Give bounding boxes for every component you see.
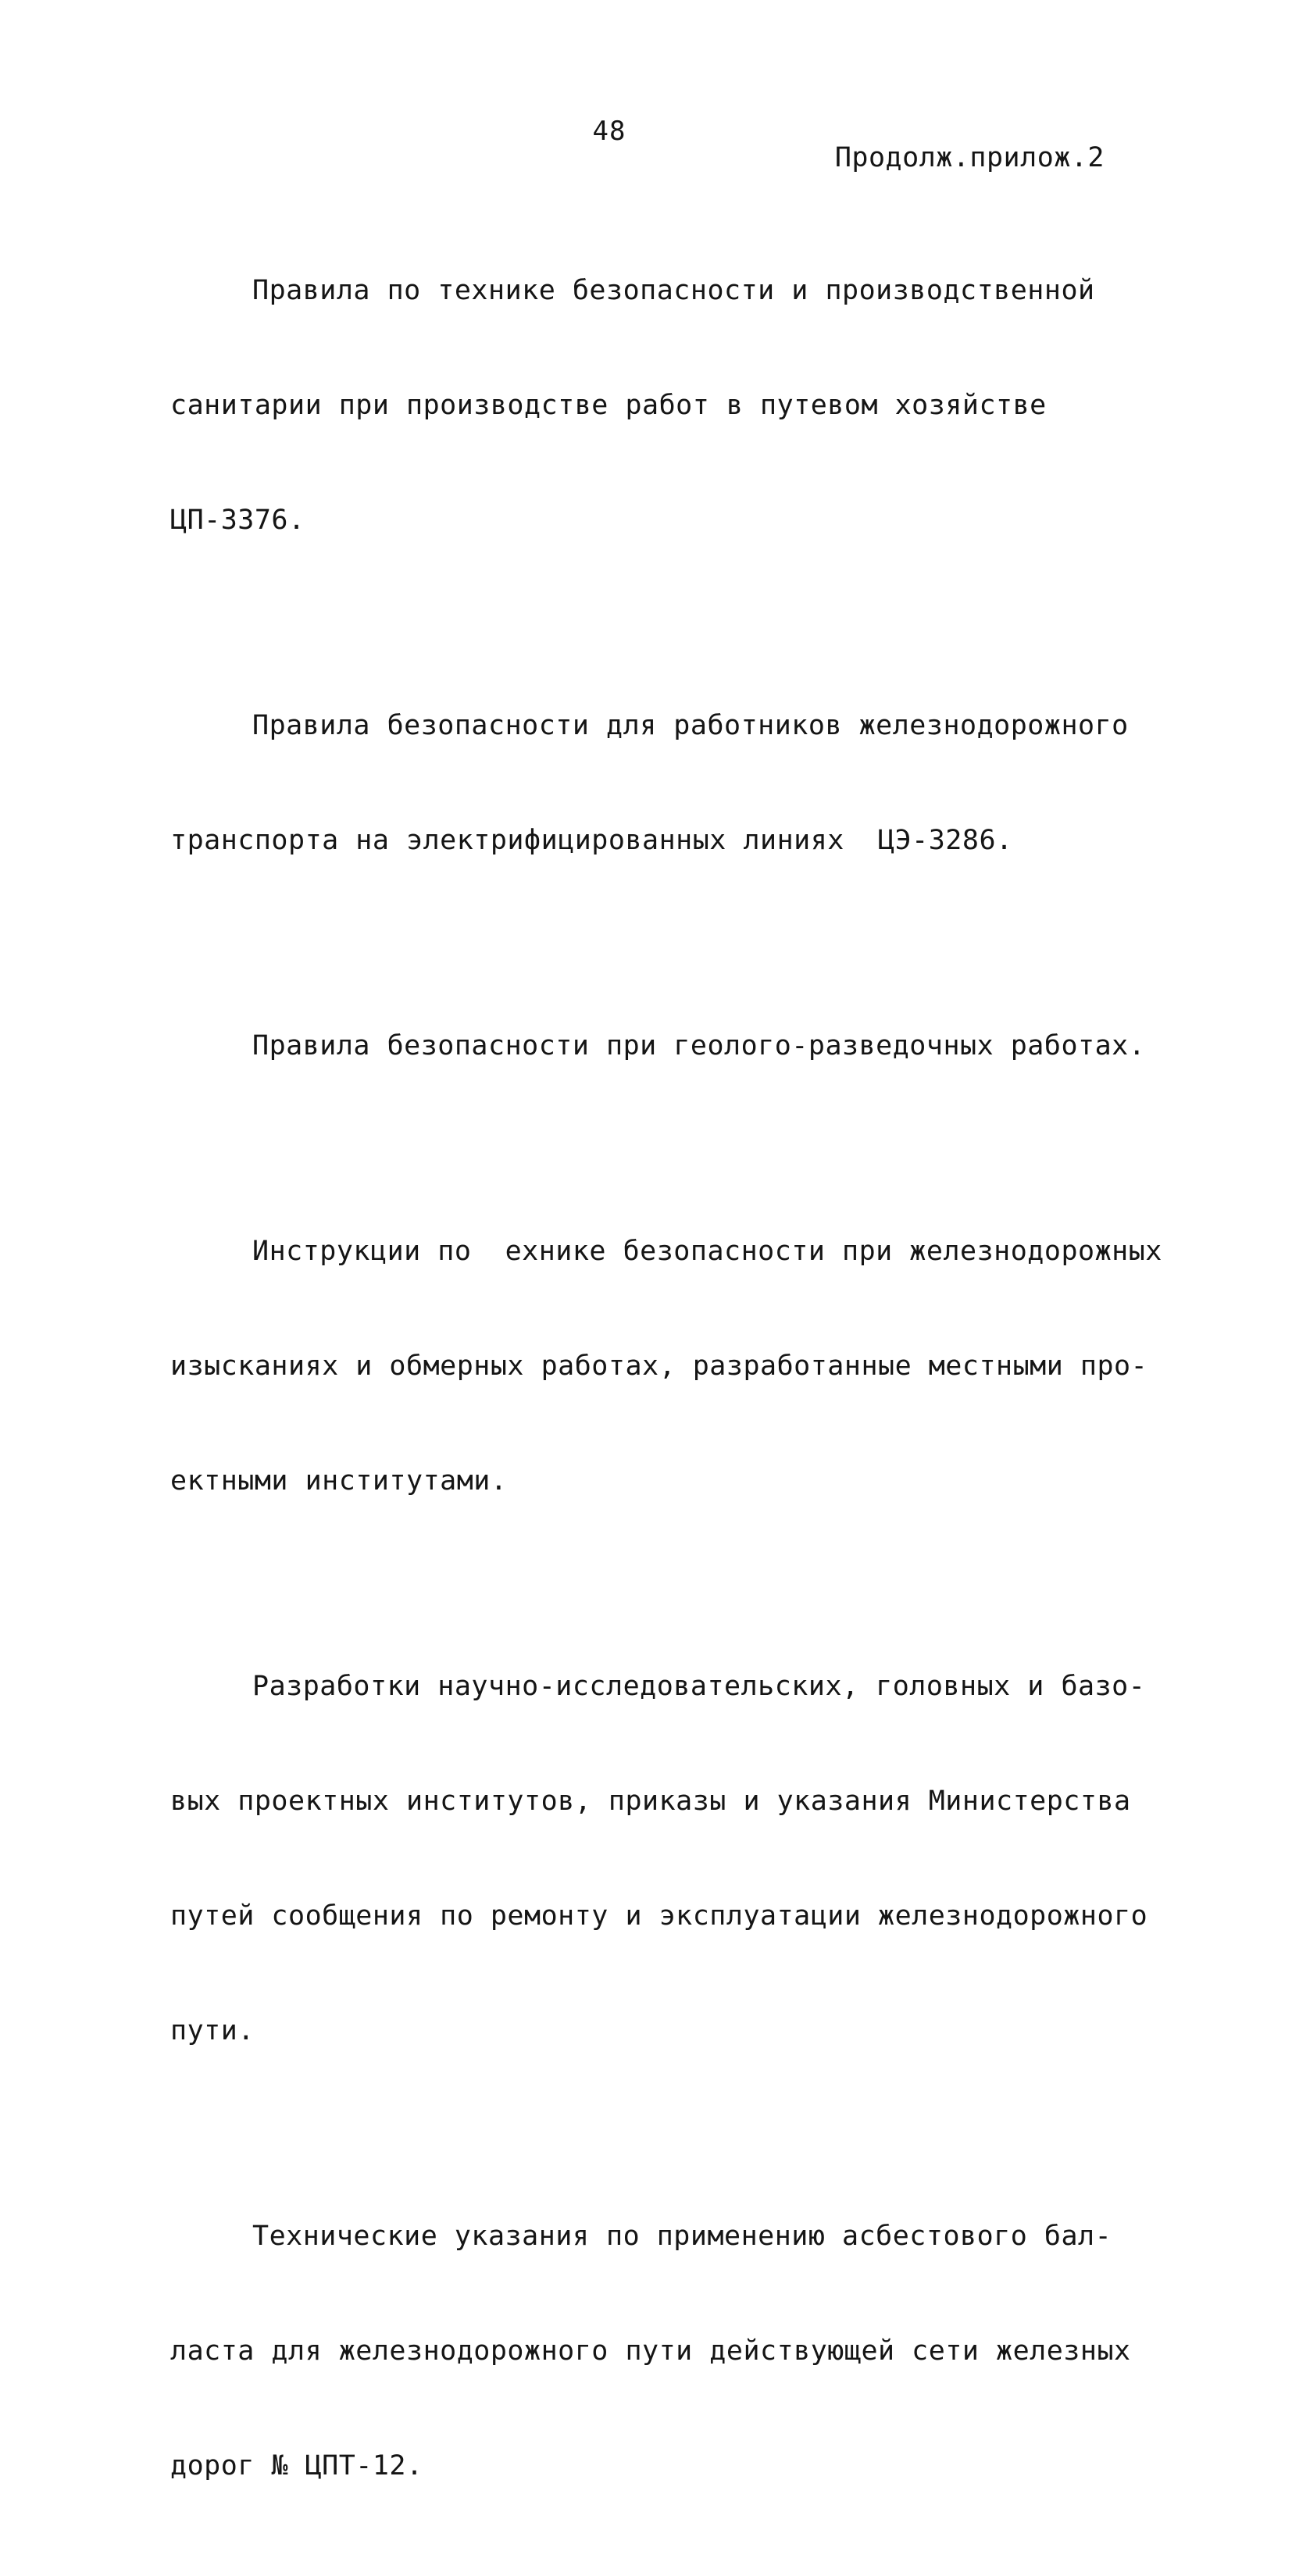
text-line: Технические указания по применению асбестового бал- (252, 2221, 1112, 2252)
text-line: транспорта на электрифицированных линиях ЦЭ-3286. (170, 825, 1013, 856)
text-line: Правила по технике безопасности и производственной (252, 275, 1095, 306)
text-line: дорог № ЦПТ-12. (170, 2450, 423, 2481)
text-line: Правила безопасности для работников железнодорожного (252, 710, 1129, 741)
text-line: Инструкции по ехнике безопасности при железнодорожных (252, 1236, 1162, 1267)
paragraph-safety-rules-track (170, 195, 1170, 616)
text-line: пути. (170, 2015, 255, 2046)
text-line: санитарии при производстве работ в путевом хозяйстве (170, 390, 1047, 421)
paragraph-safety-rules-geology (170, 951, 1170, 1142)
page-number: 48 (592, 116, 626, 147)
text-line: изысканиях и обмерных работах, разработанные местными про- (170, 1350, 1148, 1382)
paragraph-instructions-surveys (170, 1156, 1170, 1577)
paragraph-safety-rules-electrified (170, 630, 1170, 937)
paragraph-institute-developments (170, 1591, 1170, 2127)
paragraph-asbestos-ballast (170, 2141, 1170, 2562)
text-line: вых проектных институтов, приказы и указания Министерства (170, 1786, 1131, 1817)
appendix-continuation-label: Продолж.прилож.2 (834, 142, 1105, 173)
text-line: ектными институтами. (170, 1465, 508, 1497)
text-line: путей сообщения по ремонту и эксплуатации железнодорожного (170, 1900, 1148, 1932)
text-line: Разработки научно-исследовательских, головных и базо- (252, 1671, 1146, 1702)
text-line: ЦП-3376. (170, 505, 305, 536)
text-line: ласта для железнодорожного пути действующей сети железных (170, 2335, 1131, 2367)
text-line: Правила безопасности при геолого-разведочных работах. (252, 1030, 1146, 1061)
document-body (170, 195, 1170, 2576)
